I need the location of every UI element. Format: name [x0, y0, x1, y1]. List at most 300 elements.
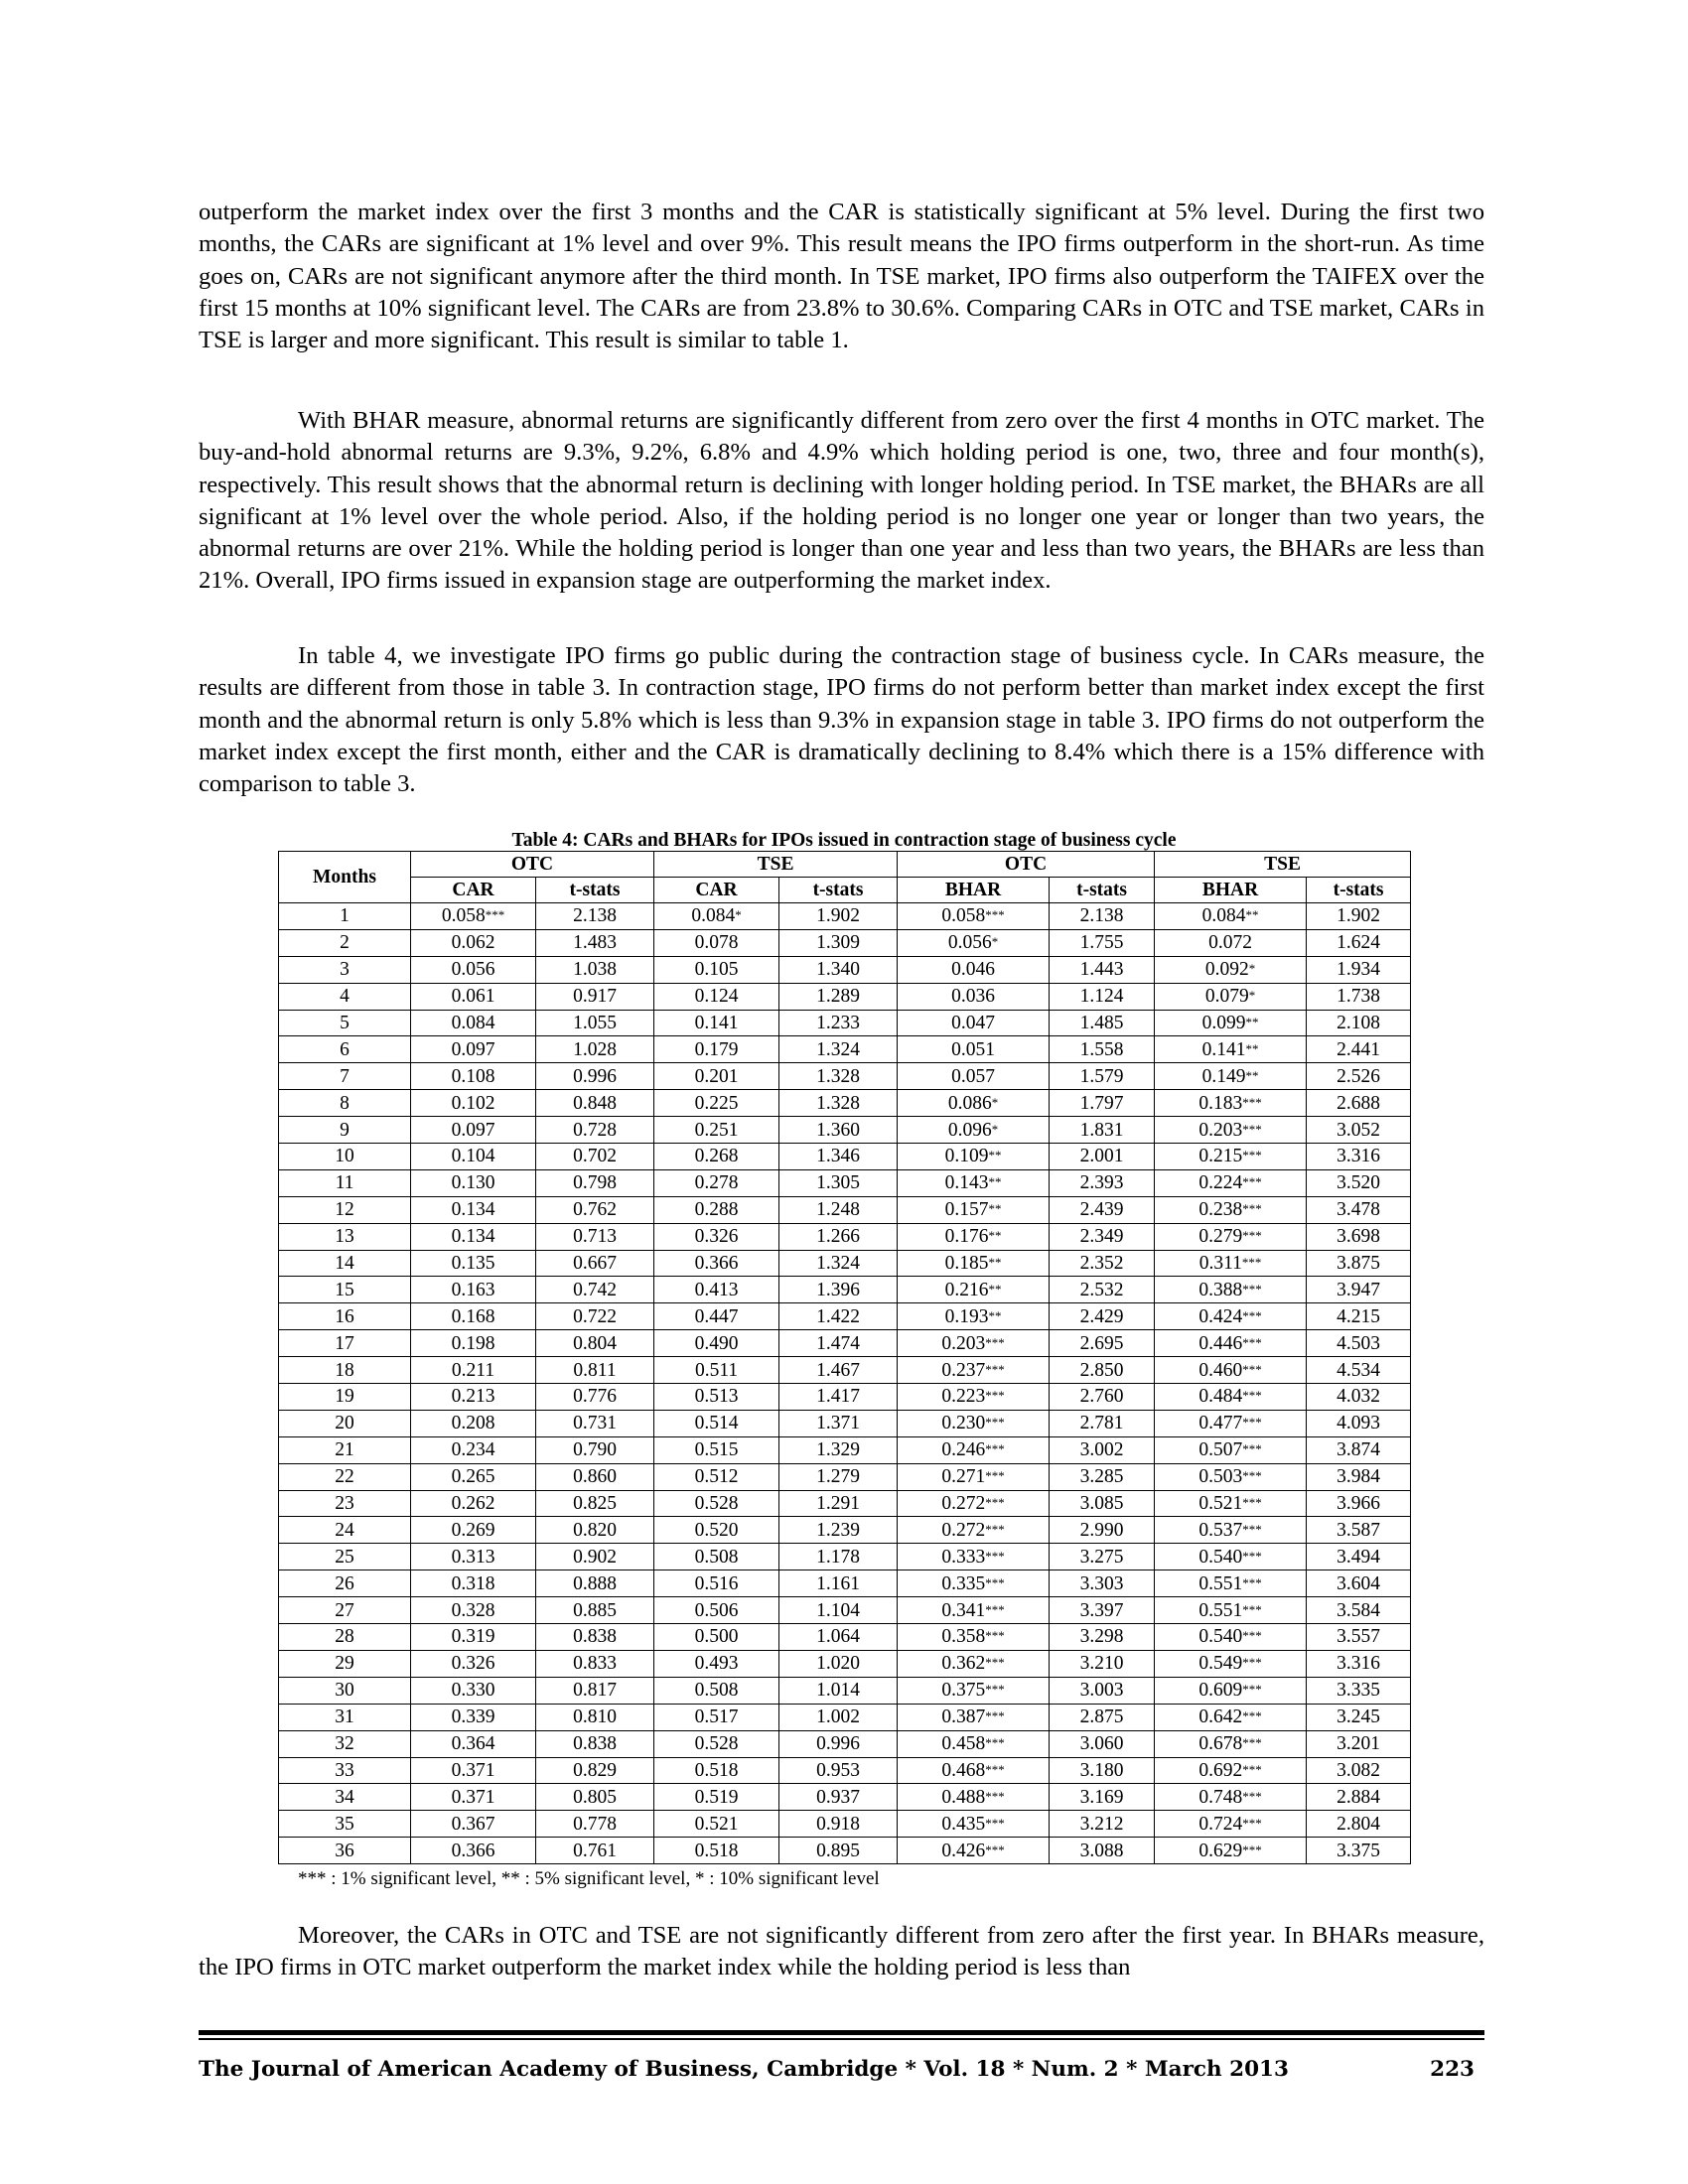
- value-cell: 0.108: [411, 1063, 536, 1090]
- value-cell: 3.285: [1050, 1463, 1155, 1490]
- subheader-cell: BHAR: [1155, 878, 1307, 903]
- value-cell: 0.230***: [898, 1410, 1050, 1436]
- month-cell: 9: [279, 1117, 411, 1144]
- value-cell: 1.755: [1050, 929, 1155, 956]
- value-cell: 3.169: [1050, 1784, 1155, 1811]
- value-cell: 0.341***: [898, 1597, 1050, 1624]
- value-cell: 0.328: [411, 1597, 536, 1624]
- value-cell: 0.551***: [1155, 1570, 1307, 1597]
- month-cell: 21: [279, 1436, 411, 1463]
- value-cell: 1.467: [779, 1357, 898, 1384]
- month-cell: 5: [279, 1010, 411, 1036]
- value-cell: 3.604: [1307, 1570, 1411, 1597]
- table-row: [279, 1250, 1411, 1277]
- value-cell: 3.584: [1307, 1597, 1411, 1624]
- value-cell: 0.278: [654, 1169, 779, 1196]
- month-cell: 29: [279, 1650, 411, 1677]
- value-cell: 1.161: [779, 1570, 898, 1597]
- value-cell: 1.340: [779, 956, 898, 983]
- paragraph-text: Moreover, the CARs in OTC and TSE are not significantly different from zero after the first year. In BHARs measure, the IPO firms in OTC market outperform the market index while the holding period is less than: [199, 1922, 1484, 1981]
- value-cell: 0.143**: [898, 1169, 1050, 1196]
- value-cell: 0.179: [654, 1036, 779, 1063]
- value-cell: 0.435***: [898, 1811, 1050, 1838]
- month-cell: 7: [279, 1063, 411, 1090]
- significance-stars: ***: [1242, 1441, 1262, 1457]
- value-cell: 0.366: [411, 1838, 536, 1864]
- significance-stars: ***: [985, 1388, 1005, 1404]
- value-cell: 0.047: [898, 1010, 1050, 1036]
- table-row: [279, 903, 1411, 930]
- significance-stars: *: [991, 1121, 999, 1137]
- significance-stars: ***: [1242, 1415, 1262, 1431]
- significance-stars: ***: [1242, 1334, 1262, 1350]
- value-cell: 3.397: [1050, 1597, 1155, 1624]
- value-cell: 0.519: [654, 1784, 779, 1811]
- value-cell: 0.134: [411, 1196, 536, 1223]
- value-cell: 0.203***: [898, 1330, 1050, 1357]
- value-cell: 3.984: [1307, 1463, 1411, 1490]
- value-cell: 3.316: [1307, 1650, 1411, 1677]
- significance-stars: ***: [985, 1842, 1005, 1857]
- table-row: [279, 1196, 1411, 1223]
- month-cell: 35: [279, 1811, 411, 1838]
- value-cell: 0.326: [654, 1223, 779, 1250]
- value-cell: 0.238***: [1155, 1196, 1307, 1223]
- value-cell: 0.333***: [898, 1544, 1050, 1570]
- value-cell: 1.002: [779, 1704, 898, 1730]
- value-cell: 2.393: [1050, 1169, 1155, 1196]
- value-cell: 0.062: [411, 929, 536, 956]
- value-cell: 0.490: [654, 1330, 779, 1357]
- significance-stars: ***: [1242, 1735, 1262, 1751]
- value-cell: 0.279***: [1155, 1223, 1307, 1250]
- value-cell: 0.996: [536, 1063, 654, 1090]
- value-cell: 3.875: [1307, 1250, 1411, 1277]
- value-cell: 0.371: [411, 1757, 536, 1784]
- value-cell: 1.248: [779, 1196, 898, 1223]
- value-cell: 0.141**: [1155, 1036, 1307, 1063]
- footer-rule-thick: [199, 2030, 1484, 2035]
- value-cell: 0.537***: [1155, 1517, 1307, 1544]
- month-cell: 13: [279, 1223, 411, 1250]
- value-cell: 0.762: [536, 1196, 654, 1223]
- value-cell: 0.234: [411, 1436, 536, 1463]
- value-cell: 0.339: [411, 1704, 536, 1730]
- month-cell: 2: [279, 929, 411, 956]
- value-cell: 3.557: [1307, 1624, 1411, 1651]
- value-cell: 0.722: [536, 1303, 654, 1330]
- month-cell: 19: [279, 1384, 411, 1411]
- value-cell: 0.272***: [898, 1517, 1050, 1544]
- value-cell: 0.917: [536, 983, 654, 1010]
- value-cell: 2.695: [1050, 1330, 1155, 1357]
- value-cell: 3.698: [1307, 1223, 1411, 1250]
- subheader-cell: t-stats: [1050, 878, 1155, 903]
- value-cell: 0.326: [411, 1650, 536, 1677]
- subheader-cell: CAR: [654, 878, 779, 903]
- value-cell: 0.500: [654, 1624, 779, 1651]
- value-cell: 2.439: [1050, 1196, 1155, 1223]
- value-cell: 0.223***: [898, 1384, 1050, 1411]
- value-cell: 0.804: [536, 1330, 654, 1357]
- value-cell: 0.549***: [1155, 1650, 1307, 1677]
- value-cell: 1.324: [779, 1250, 898, 1277]
- value-cell: 0.811: [536, 1357, 654, 1384]
- significance-stars: ***: [985, 1521, 1005, 1537]
- table-row: [279, 1757, 1411, 1784]
- significance-stars: ***: [985, 1495, 1005, 1511]
- value-cell: 0.629***: [1155, 1838, 1307, 1864]
- value-cell: 0.731: [536, 1410, 654, 1436]
- value-cell: 0.446***: [1155, 1330, 1307, 1357]
- significance-stars: ***: [1242, 1548, 1262, 1564]
- value-cell: 0.503***: [1155, 1463, 1307, 1490]
- value-cell: 0.521***: [1155, 1490, 1307, 1517]
- value-cell: 0.251: [654, 1117, 779, 1144]
- month-cell: 25: [279, 1544, 411, 1570]
- table-row: [279, 1597, 1411, 1624]
- significance-stars: **: [988, 1228, 1002, 1244]
- value-cell: 1.124: [1050, 983, 1155, 1010]
- value-cell: 0.375***: [898, 1677, 1050, 1704]
- value-cell: 0.058***: [411, 903, 536, 930]
- significance-stars: ***: [985, 1628, 1005, 1644]
- subheader-cell: t-stats: [779, 878, 898, 903]
- header-group-tse-bhar: TSE: [1155, 852, 1411, 878]
- table-row: [279, 983, 1411, 1010]
- significance-stars: **: [988, 1174, 1002, 1190]
- value-cell: 0.761: [536, 1838, 654, 1864]
- value-cell: 3.520: [1307, 1169, 1411, 1196]
- value-cell: 0.157**: [898, 1196, 1050, 1223]
- value-cell: 0.918: [779, 1811, 898, 1838]
- table-row: [279, 1063, 1411, 1090]
- value-cell: 0.271***: [898, 1463, 1050, 1490]
- value-cell: 0.203***: [1155, 1117, 1307, 1144]
- value-cell: 3.245: [1307, 1704, 1411, 1730]
- significance-stars: ***: [1242, 1574, 1262, 1590]
- significance-stars: **: [1245, 907, 1259, 923]
- table-row: [279, 1463, 1411, 1490]
- table-subheader-row: [279, 878, 1411, 903]
- value-cell: 0.805: [536, 1784, 654, 1811]
- value-cell: 0.642***: [1155, 1704, 1307, 1730]
- value-cell: 1.028: [536, 1036, 654, 1063]
- value-cell: 0.092*: [1155, 956, 1307, 983]
- month-cell: 33: [279, 1757, 411, 1784]
- value-cell: 0.902: [536, 1544, 654, 1570]
- value-cell: 0.046: [898, 956, 1050, 983]
- significance-stars: *: [991, 1094, 999, 1110]
- significance-stars: **: [1245, 1067, 1259, 1083]
- significance-stars: ***: [1242, 1628, 1262, 1644]
- paragraph-moreover: [199, 1920, 1484, 1996]
- significance-stars: ***: [1242, 1655, 1262, 1671]
- value-cell: 0.213: [411, 1384, 536, 1411]
- value-cell: 3.298: [1050, 1624, 1155, 1651]
- value-cell: 0.413: [654, 1277, 779, 1303]
- value-cell: 3.494: [1307, 1544, 1411, 1570]
- significance-stars: ***: [1242, 1842, 1262, 1857]
- value-cell: 3.375: [1307, 1838, 1411, 1864]
- value-cell: 3.002: [1050, 1436, 1155, 1463]
- value-cell: 3.003: [1050, 1677, 1155, 1704]
- value-cell: 0.776: [536, 1384, 654, 1411]
- value-cell: 0.885: [536, 1597, 654, 1624]
- results-table: [278, 851, 1411, 1864]
- subheader-cell: CAR: [411, 878, 536, 903]
- value-cell: 0.848: [536, 1090, 654, 1117]
- significance-stars: ***: [1242, 1121, 1262, 1137]
- paragraph-text: In table 4, we investigate IPO firms go public during the contraction stage of business cycle. In CARs measure, the results are different from those in table 3. In contraction stage, IPO firms do not perform better than market index except the first month and the abnormal return is only 5.8% which is less than 9.3% in expansion stage in table 3. IPO firms do not outperform the market index except the first month, either and the CAR is dramatically declining to 8.4% which there is a 15% difference with comparison to table 3.: [199, 642, 1484, 798]
- significance-stars: ***: [985, 1468, 1005, 1484]
- footer-journal-citation: The Journal of American Academy of Business, Cambridge * Vol. 18 * Num. 2 * March 2013: [199, 2057, 1289, 2082]
- value-cell: 0.493: [654, 1650, 779, 1677]
- value-cell: 0.096*: [898, 1117, 1050, 1144]
- significance-stars: ***: [985, 1788, 1005, 1804]
- significance-stars: ***: [985, 1682, 1005, 1698]
- value-cell: 0.517: [654, 1704, 779, 1730]
- table-row: [279, 1436, 1411, 1463]
- significance-stars: *: [735, 907, 742, 923]
- month-cell: 11: [279, 1169, 411, 1196]
- value-cell: 0.484***: [1155, 1384, 1307, 1411]
- value-cell: 0.825: [536, 1490, 654, 1517]
- value-cell: 1.902: [1307, 903, 1411, 930]
- month-cell: 31: [279, 1704, 411, 1730]
- value-cell: 0.514: [654, 1410, 779, 1436]
- table-row: [279, 956, 1411, 983]
- value-cell: 2.526: [1307, 1063, 1411, 1090]
- significance-stars: ***: [1242, 1468, 1262, 1484]
- value-cell: 0.518: [654, 1757, 779, 1784]
- significance-stars: **: [988, 1148, 1002, 1163]
- value-cell: 0.860: [536, 1463, 654, 1490]
- value-cell: 2.349: [1050, 1223, 1155, 1250]
- value-cell: 0.061: [411, 983, 536, 1010]
- table-row: [279, 1144, 1411, 1170]
- value-cell: 1.443: [1050, 956, 1155, 983]
- value-cell: 1.483: [536, 929, 654, 956]
- value-cell: 0.817: [536, 1677, 654, 1704]
- table-row: [279, 1490, 1411, 1517]
- footer-rule-thin: [199, 2038, 1484, 2040]
- table-row: [279, 1650, 1411, 1677]
- value-cell: 0.141: [654, 1010, 779, 1036]
- value-cell: 0.319: [411, 1624, 536, 1651]
- value-cell: 3.210: [1050, 1650, 1155, 1677]
- value-cell: 1.178: [779, 1544, 898, 1570]
- value-cell: 0.838: [536, 1624, 654, 1651]
- value-cell: 0.272***: [898, 1490, 1050, 1517]
- value-cell: 3.874: [1307, 1436, 1411, 1463]
- significance-stars: ***: [985, 1655, 1005, 1671]
- value-cell: 0.388***: [1155, 1277, 1307, 1303]
- value-cell: 1.579: [1050, 1063, 1155, 1090]
- value-cell: 0.268: [654, 1144, 779, 1170]
- value-cell: 3.201: [1307, 1730, 1411, 1757]
- value-cell: 0.838: [536, 1730, 654, 1757]
- value-cell: 0.102: [411, 1090, 536, 1117]
- value-cell: 0.097: [411, 1117, 536, 1144]
- value-cell: 1.934: [1307, 956, 1411, 983]
- value-cell: 2.429: [1050, 1303, 1155, 1330]
- table-caption: Table 4: CARs and BHARs for IPOs issued in contraction stage of business cycle: [511, 830, 1177, 851]
- month-cell: 16: [279, 1303, 411, 1330]
- value-cell: 3.303: [1050, 1570, 1155, 1597]
- table-row: [279, 1838, 1411, 1864]
- value-cell: 2.804: [1307, 1811, 1411, 1838]
- value-cell: 1.305: [779, 1169, 898, 1196]
- value-cell: 0.224***: [1155, 1169, 1307, 1196]
- value-cell: 3.275: [1050, 1544, 1155, 1570]
- value-cell: 0.262: [411, 1490, 536, 1517]
- value-cell: 0.702: [536, 1144, 654, 1170]
- value-cell: 0.366: [654, 1250, 779, 1277]
- value-cell: 0.330: [411, 1677, 536, 1704]
- value-cell: 1.279: [779, 1463, 898, 1490]
- value-cell: 0.318: [411, 1570, 536, 1597]
- value-cell: 0.798: [536, 1169, 654, 1196]
- value-cell: 0.099**: [1155, 1010, 1307, 1036]
- value-cell: 1.328: [779, 1063, 898, 1090]
- value-cell: 0.358***: [898, 1624, 1050, 1651]
- value-cell: 0.387***: [898, 1704, 1050, 1730]
- table-row: [279, 1036, 1411, 1063]
- table-body: [279, 903, 1411, 1864]
- table-row: [279, 1704, 1411, 1730]
- value-cell: 1.485: [1050, 1010, 1155, 1036]
- significance-stars: ***: [985, 1601, 1005, 1617]
- significance-stars: ***: [1242, 1148, 1262, 1163]
- table-row: [279, 1544, 1411, 1570]
- table-row: [279, 1223, 1411, 1250]
- value-cell: 0.288: [654, 1196, 779, 1223]
- value-cell: 3.966: [1307, 1490, 1411, 1517]
- value-cell: 0.508: [654, 1677, 779, 1704]
- value-cell: 0.468***: [898, 1757, 1050, 1784]
- value-cell: 2.001: [1050, 1144, 1155, 1170]
- value-cell: 0.937: [779, 1784, 898, 1811]
- value-cell: 0.265: [411, 1463, 536, 1490]
- significance-stars: ***: [1242, 1601, 1262, 1617]
- table-row: [279, 1570, 1411, 1597]
- value-cell: 2.138: [1050, 903, 1155, 930]
- value-cell: 0.728: [536, 1117, 654, 1144]
- significance-stars: ***: [985, 1361, 1005, 1377]
- significance-stars: ***: [1242, 1521, 1262, 1537]
- value-cell: 0.829: [536, 1757, 654, 1784]
- value-cell: 3.180: [1050, 1757, 1155, 1784]
- value-cell: 0.036: [898, 983, 1050, 1010]
- value-cell: 0.520: [654, 1517, 779, 1544]
- significance-stars: ***: [985, 907, 1005, 923]
- table-row: [279, 1730, 1411, 1757]
- value-cell: 0.130: [411, 1169, 536, 1196]
- paragraph-text: With BHAR measure, abnormal returns are significantly different from zero over the first 4 months in OTC market. The buy-and-hold abnormal returns are 9.3%, 9.2%, 6.8% and 4.9% which holding period is one, two, three and four month(s), respectively. This result shows that the abnormal return is declining with longer holding period. In TSE market, the BHARs are all significant at 1% level over the whole period. Also, if the holding period is no longer one year or longer than two years, the abnormal returns are over 21%. While the holding period is longer than one year and less than two years, the BHARs are less than 21%. Overall, IPO firms issued in expansion stage are outperforming the market index.: [199, 407, 1484, 595]
- value-cell: 0.072: [1155, 929, 1307, 956]
- value-cell: 2.760: [1050, 1384, 1155, 1411]
- significance-stars: ***: [1242, 1815, 1262, 1831]
- value-cell: 3.947: [1307, 1277, 1411, 1303]
- month-cell: 20: [279, 1410, 411, 1436]
- significance-stars: ***: [1242, 1388, 1262, 1404]
- significance-stars: **: [988, 1201, 1002, 1217]
- value-cell: 2.884: [1307, 1784, 1411, 1811]
- significance-stars: **: [988, 1255, 1002, 1271]
- significance-stars: ***: [1242, 1307, 1262, 1323]
- value-cell: 0.424***: [1155, 1303, 1307, 1330]
- value-cell: 1.055: [536, 1010, 654, 1036]
- header-group-otc-car: OTC: [411, 852, 654, 878]
- value-cell: 1.329: [779, 1436, 898, 1463]
- table-row: [279, 1090, 1411, 1117]
- value-cell: 0.426***: [898, 1838, 1050, 1864]
- month-cell: 4: [279, 983, 411, 1010]
- value-cell: 0.895: [779, 1838, 898, 1864]
- value-cell: 0.953: [779, 1757, 898, 1784]
- significance-stars: ***: [1242, 1708, 1262, 1724]
- value-cell: 0.084*: [654, 903, 779, 930]
- value-cell: 0.201: [654, 1063, 779, 1090]
- value-cell: 0.488***: [898, 1784, 1050, 1811]
- value-cell: 0.084: [411, 1010, 536, 1036]
- value-cell: 0.084**: [1155, 903, 1307, 930]
- value-cell: 0.176**: [898, 1223, 1050, 1250]
- value-cell: 0.820: [536, 1517, 654, 1544]
- value-cell: 0.515: [654, 1436, 779, 1463]
- significance-stars: *: [1248, 961, 1256, 977]
- value-cell: 0.609***: [1155, 1677, 1307, 1704]
- table-row: [279, 1784, 1411, 1811]
- value-cell: 0.086*: [898, 1090, 1050, 1117]
- month-cell: 28: [279, 1624, 411, 1651]
- value-cell: 0.447: [654, 1303, 779, 1330]
- value-cell: 1.328: [779, 1090, 898, 1117]
- value-cell: 2.441: [1307, 1036, 1411, 1063]
- significance-stars: *: [991, 934, 999, 950]
- value-cell: 0.833: [536, 1650, 654, 1677]
- significance-stars: ***: [985, 1548, 1005, 1564]
- value-cell: 0.810: [536, 1704, 654, 1730]
- value-cell: 1.360: [779, 1117, 898, 1144]
- table-row: [279, 1517, 1411, 1544]
- value-cell: 0.335***: [898, 1570, 1050, 1597]
- significance-stars: ***: [485, 907, 505, 923]
- value-cell: 0.528: [654, 1490, 779, 1517]
- value-cell: 0.246***: [898, 1436, 1050, 1463]
- value-cell: 0.507***: [1155, 1436, 1307, 1463]
- value-cell: 0.051: [898, 1036, 1050, 1063]
- value-cell: 1.902: [779, 903, 898, 930]
- value-cell: 0.371: [411, 1784, 536, 1811]
- significance-stars: ***: [1242, 1094, 1262, 1110]
- value-cell: 0.078: [654, 929, 779, 956]
- value-cell: 0.996: [779, 1730, 898, 1757]
- significance-stars: ***: [1242, 1174, 1262, 1190]
- value-cell: 4.215: [1307, 1303, 1411, 1330]
- value-cell: 1.371: [779, 1410, 898, 1436]
- month-cell: 34: [279, 1784, 411, 1811]
- value-cell: 0.506: [654, 1597, 779, 1624]
- value-cell: 0.208: [411, 1410, 536, 1436]
- value-cell: 1.422: [779, 1303, 898, 1330]
- value-cell: 1.474: [779, 1330, 898, 1357]
- value-cell: 0.216**: [898, 1277, 1050, 1303]
- value-cell: 2.850: [1050, 1357, 1155, 1384]
- month-cell: 30: [279, 1677, 411, 1704]
- value-cell: 0.313: [411, 1544, 536, 1570]
